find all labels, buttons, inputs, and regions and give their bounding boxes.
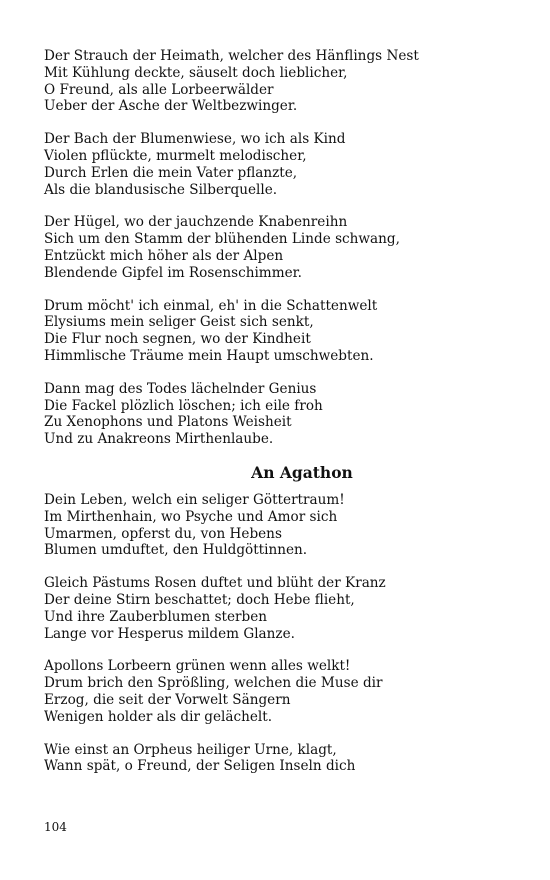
verse-line: Dein Leben, welch ein seliger Göttertraum! <box>44 491 345 508</box>
poem2-stanza-2 <box>44 575 524 642</box>
verse-line: Und zu Anakreons Mirthenlaube. <box>44 431 274 448</box>
poem2-stanza-1 <box>44 492 524 559</box>
verse-line: Der deine Stirn beschattet; doch Hebe flieht, <box>44 591 355 608</box>
verse-line: Gleich Pästums Rosen duftet und blüht der Kranz <box>44 575 386 592</box>
verse-line: Die Flur noch segnen, wo der Kindheit <box>44 331 311 348</box>
verse-line: Blumen umduftet, den Huldgöttinnen. <box>44 542 308 559</box>
verse-line: Apollons Lorbeern grünen wenn alles welkt! <box>44 658 351 675</box>
verse-line: Die Fackel plözlich löschen; ich eile froh <box>44 397 323 414</box>
verse-line: Drum möcht' ich einmal, eh' in die Schattenwelt <box>44 297 378 314</box>
page-body <box>44 48 524 791</box>
verse-line: Und ihre Zauberblumen sterben <box>44 608 268 625</box>
verse-line: Wie einst an Orpheus heiliger Urne, klagt, <box>44 741 337 758</box>
poem1-stanza-4 <box>44 298 524 365</box>
verse-line: Der Bach der Blumenwiese, wo ich als Kind <box>44 131 346 148</box>
verse-line: Durch Erlen die mein Vater pflanzte, <box>44 164 298 181</box>
verse-line: Der Strauch der Heimath, welcher des Hänflings Nest <box>44 48 419 64</box>
poem2-stanza-3 <box>44 658 524 725</box>
page-number: 104 <box>44 820 67 834</box>
poem1-stanza-5 <box>44 381 524 448</box>
poem-title: An Agathon <box>251 462 353 482</box>
verse-line: Ueber der Asche der Weltbezwinger. <box>44 98 298 115</box>
poem1-stanza-1 <box>44 48 524 115</box>
poem1-stanza-2 <box>44 131 524 198</box>
verse-line: Wann spät, o Freund, der Seligen Inseln dich <box>44 758 356 775</box>
verse-line: Blendende Gipfel im Rosenschimmer. <box>44 264 302 281</box>
verse-line: Erzog, die seit der Vorwelt Sängern <box>44 691 291 708</box>
verse-line: O Freund, als alle Lorbeerwälder <box>44 81 274 98</box>
verse-line: Mit Kühlung deckte, säuselt doch lieblicher, <box>44 64 348 81</box>
verse-line: Elysiums mein seliger Geist sich senkt, <box>44 314 314 331</box>
verse-line: Drum brich den Sprößling, welchen die Muse dir <box>44 675 383 692</box>
verse-line: Sich um den Stamm der blühenden Linde schwang, <box>44 231 400 248</box>
verse-line: Violen pflückte, murmelt melodischer, <box>44 147 307 164</box>
verse-line: Lange vor Hesperus mildem Glanze. <box>44 625 295 642</box>
verse-line: Himmlische Träume mein Haupt umschwebten. <box>44 347 374 364</box>
poem1-stanza-3 <box>44 214 524 281</box>
verse-line: Der Hügel, wo der jauchzende Knabenreihn <box>44 214 348 231</box>
verse-line: Dann mag des Todes lächelnder Genius <box>44 380 317 397</box>
verse-line: Wenigen holder als dir gelächelt. <box>44 708 273 725</box>
verse-line: Im Mirthenhain, wo Psyche und Amor sich <box>44 508 338 525</box>
verse-line: Zu Xenophons und Platons Weisheit <box>44 414 292 431</box>
verse-line: Entzückt mich höher als der Alpen <box>44 247 284 264</box>
verse-line: Umarmen, opferst du, von Hebens <box>44 525 282 542</box>
verse-line: Als die blandusische Silberquelle. <box>44 181 278 198</box>
poem2-stanza-4 <box>44 742 524 776</box>
